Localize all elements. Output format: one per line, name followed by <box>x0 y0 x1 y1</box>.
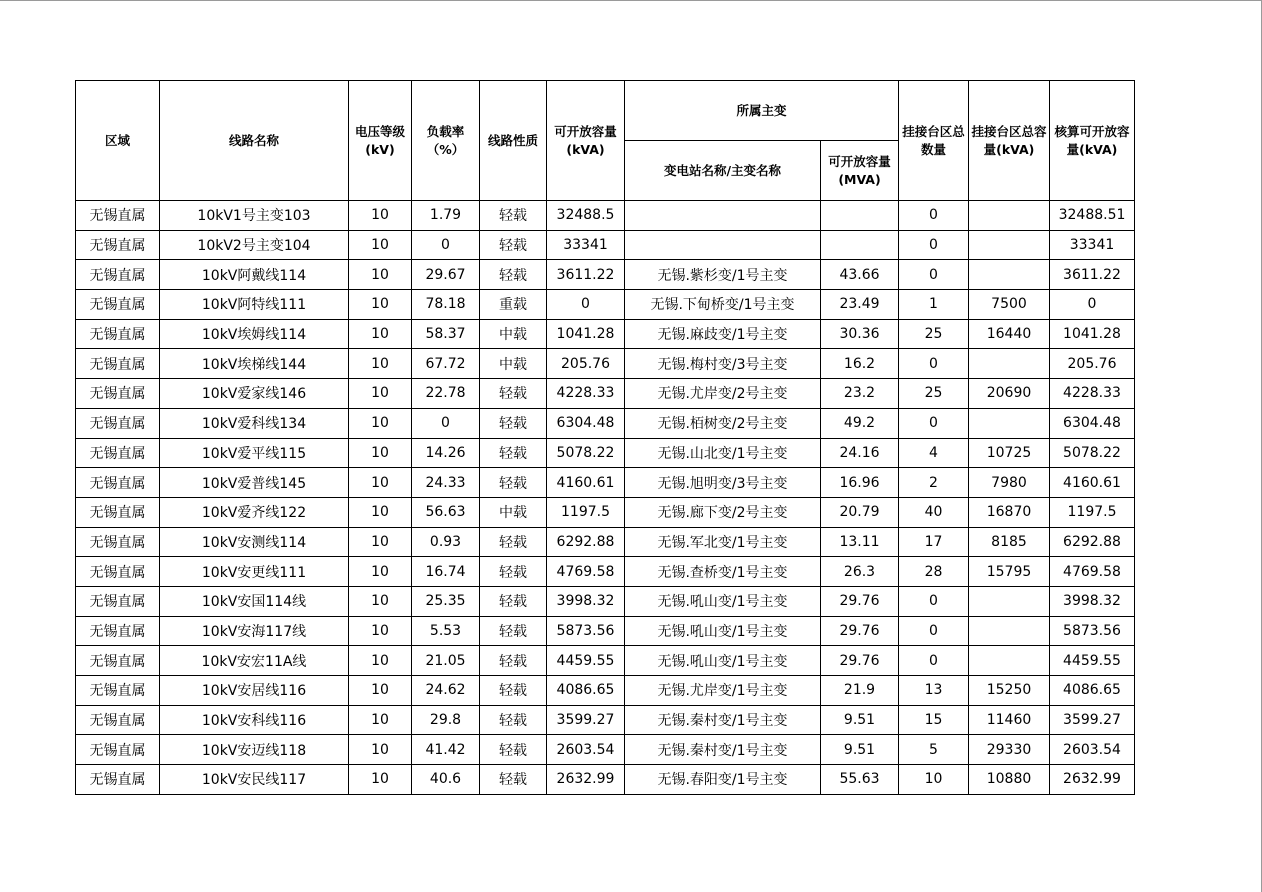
cell-line-nature: 轻载 <box>480 438 547 468</box>
cell-calc-capacity: 205.76 <box>1050 349 1135 379</box>
cell-voltage: 10 <box>349 527 412 557</box>
cell-district-capacity: 29330 <box>969 735 1050 765</box>
cell-region: 无锡直属 <box>76 586 160 616</box>
cell-region: 无锡直属 <box>76 735 160 765</box>
cell-load-rate: 40.6 <box>412 765 480 795</box>
cell-open-capacity: 5078.22 <box>547 438 625 468</box>
cell-line-name: 10kV爱家线146 <box>160 379 349 409</box>
cell-calc-capacity: 3599.27 <box>1050 705 1135 735</box>
cell-district-count: 0 <box>899 201 969 231</box>
header-calc-capacity: 核算可开放容量(kVA) <box>1050 81 1135 201</box>
table-row <box>76 319 1135 349</box>
cell-voltage: 10 <box>349 349 412 379</box>
cell-load-rate: 16.74 <box>412 557 480 587</box>
cell-load-rate: 24.33 <box>412 468 480 498</box>
table-row <box>76 616 1135 646</box>
cell-line-nature: 轻载 <box>480 408 547 438</box>
cell-line-name: 10kV埃姆线114 <box>160 319 349 349</box>
cell-open-capacity: 4086.65 <box>547 676 625 706</box>
cell-line-name: 10kV阿特线111 <box>160 290 349 320</box>
cell-substation: 无锡.下甸桥变/1号主变 <box>625 290 821 320</box>
cell-region: 无锡直属 <box>76 468 160 498</box>
cell-line-name: 10kV安海117线 <box>160 616 349 646</box>
cell-line-name: 10kV爱普线145 <box>160 468 349 498</box>
cell-load-rate: 1.79 <box>412 201 480 231</box>
table-row <box>76 586 1135 616</box>
table-row <box>76 230 1135 260</box>
cell-transformer-capacity: 16.2 <box>821 349 899 379</box>
cell-voltage: 10 <box>349 497 412 527</box>
table-row <box>76 201 1135 231</box>
cell-transformer-capacity: 55.63 <box>821 765 899 795</box>
cell-voltage: 10 <box>349 290 412 320</box>
cell-calc-capacity: 3998.32 <box>1050 586 1135 616</box>
cell-transformer-capacity: 29.76 <box>821 586 899 616</box>
cell-load-rate: 0 <box>412 408 480 438</box>
cell-voltage: 10 <box>349 438 412 468</box>
cell-load-rate: 29.8 <box>412 705 480 735</box>
cell-district-count: 0 <box>899 260 969 290</box>
cell-calc-capacity: 4086.65 <box>1050 676 1135 706</box>
page-top-border <box>0 0 1262 1</box>
cell-line-name: 10kV安更线111 <box>160 557 349 587</box>
cell-line-name: 10kV安民线117 <box>160 765 349 795</box>
cell-calc-capacity: 0 <box>1050 290 1135 320</box>
cell-district-count: 0 <box>899 408 969 438</box>
capacity-table <box>75 80 1135 795</box>
cell-district-capacity: 7980 <box>969 468 1050 498</box>
cell-voltage: 10 <box>349 230 412 260</box>
cell-line-name: 10kV安居线116 <box>160 676 349 706</box>
cell-line-nature: 中载 <box>480 497 547 527</box>
cell-transformer-capacity: 21.9 <box>821 676 899 706</box>
cell-region: 无锡直属 <box>76 260 160 290</box>
cell-region: 无锡直属 <box>76 497 160 527</box>
cell-region: 无锡直属 <box>76 379 160 409</box>
cell-line-name: 10kV安迈线118 <box>160 735 349 765</box>
cell-calc-capacity: 5078.22 <box>1050 438 1135 468</box>
cell-line-nature: 轻载 <box>480 735 547 765</box>
cell-substation: 无锡.山北变/1号主变 <box>625 438 821 468</box>
cell-substation: 无锡.栢树变/2号主变 <box>625 408 821 438</box>
cell-voltage: 10 <box>349 586 412 616</box>
cell-transformer-capacity: 26.3 <box>821 557 899 587</box>
table-row <box>76 646 1135 676</box>
cell-open-capacity: 2632.99 <box>547 765 625 795</box>
cell-load-rate: 0 <box>412 230 480 260</box>
cell-district-capacity: 10725 <box>969 438 1050 468</box>
cell-open-capacity: 33341 <box>547 230 625 260</box>
cell-region: 无锡直属 <box>76 765 160 795</box>
cell-transformer-capacity: 16.96 <box>821 468 899 498</box>
cell-district-count: 28 <box>899 557 969 587</box>
cell-line-nature: 轻载 <box>480 201 547 231</box>
cell-region: 无锡直属 <box>76 319 160 349</box>
cell-district-capacity <box>969 349 1050 379</box>
cell-line-nature: 轻载 <box>480 379 547 409</box>
cell-line-nature: 轻载 <box>480 557 547 587</box>
cell-line-nature: 重载 <box>480 290 547 320</box>
cell-district-count: 4 <box>899 438 969 468</box>
cell-region: 无锡直属 <box>76 557 160 587</box>
cell-district-count: 0 <box>899 349 969 379</box>
cell-district-capacity: 16440 <box>969 319 1050 349</box>
cell-substation: 无锡.秦村变/1号主变 <box>625 735 821 765</box>
cell-load-rate: 25.35 <box>412 586 480 616</box>
cell-transformer-capacity: 23.2 <box>821 379 899 409</box>
cell-load-rate: 67.72 <box>412 349 480 379</box>
cell-region: 无锡直属 <box>76 646 160 676</box>
cell-open-capacity: 1041.28 <box>547 319 625 349</box>
cell-calc-capacity: 2603.54 <box>1050 735 1135 765</box>
cell-calc-capacity: 1041.28 <box>1050 319 1135 349</box>
header-load-rate: 负载率（%） <box>412 81 480 201</box>
cell-open-capacity: 3599.27 <box>547 705 625 735</box>
cell-district-capacity: 10880 <box>969 765 1050 795</box>
cell-line-nature: 轻载 <box>480 527 547 557</box>
cell-load-rate: 21.05 <box>412 646 480 676</box>
cell-district-count: 2 <box>899 468 969 498</box>
cell-calc-capacity: 33341 <box>1050 230 1135 260</box>
cell-district-capacity: 7500 <box>969 290 1050 320</box>
cell-substation: 无锡.尤岸变/1号主变 <box>625 676 821 706</box>
cell-load-rate: 14.26 <box>412 438 480 468</box>
cell-transformer-capacity <box>821 230 899 260</box>
cell-district-capacity: 16870 <box>969 497 1050 527</box>
cell-substation: 无锡.吼山变/1号主变 <box>625 586 821 616</box>
cell-line-name: 10kV2号主变104 <box>160 230 349 260</box>
header-transformer-capacity: 可开放容量(MVA) <box>821 141 899 201</box>
cell-open-capacity: 6304.48 <box>547 408 625 438</box>
table-row <box>76 676 1135 706</box>
cell-district-count: 17 <box>899 527 969 557</box>
header-region: 区域 <box>76 81 160 201</box>
cell-substation: 无锡.麻歧变/1号主变 <box>625 319 821 349</box>
header-main-transformer: 所属主变 <box>625 81 899 141</box>
header-substation-name: 变电站名称/主变名称 <box>625 141 821 201</box>
cell-district-count: 25 <box>899 319 969 349</box>
cell-substation: 无锡.查桥变/1号主变 <box>625 557 821 587</box>
header-line-name: 线路名称 <box>160 81 349 201</box>
table-row <box>76 527 1135 557</box>
table-row <box>76 408 1135 438</box>
cell-voltage: 10 <box>349 676 412 706</box>
cell-calc-capacity: 4160.61 <box>1050 468 1135 498</box>
cell-region: 无锡直属 <box>76 676 160 706</box>
table-body <box>76 201 1135 795</box>
cell-line-nature: 轻载 <box>480 230 547 260</box>
cell-region: 无锡直属 <box>76 616 160 646</box>
cell-line-nature: 轻载 <box>480 616 547 646</box>
cell-load-rate: 24.62 <box>412 676 480 706</box>
cell-load-rate: 5.53 <box>412 616 480 646</box>
cell-district-count: 0 <box>899 616 969 646</box>
cell-substation: 无锡.旭明变/3号主变 <box>625 468 821 498</box>
cell-line-name: 10kV1号主变103 <box>160 201 349 231</box>
header-open-capacity: 可开放容量(kVA) <box>547 81 625 201</box>
cell-line-name: 10kV爱齐线122 <box>160 497 349 527</box>
cell-transformer-capacity: 29.76 <box>821 646 899 676</box>
cell-region: 无锡直属 <box>76 527 160 557</box>
cell-district-capacity: 15250 <box>969 676 1050 706</box>
cell-district-capacity <box>969 230 1050 260</box>
cell-district-capacity <box>969 646 1050 676</box>
cell-district-capacity: 11460 <box>969 705 1050 735</box>
cell-substation: 无锡.吼山变/1号主变 <box>625 646 821 676</box>
cell-substation: 无锡.紫杉变/1号主变 <box>625 260 821 290</box>
cell-district-count: 15 <box>899 705 969 735</box>
cell-open-capacity: 32488.5 <box>547 201 625 231</box>
cell-open-capacity: 3998.32 <box>547 586 625 616</box>
cell-region: 无锡直属 <box>76 201 160 231</box>
header-district-capacity: 挂接台区总容量(kVA) <box>969 81 1050 201</box>
cell-calc-capacity: 2632.99 <box>1050 765 1135 795</box>
cell-district-count: 1 <box>899 290 969 320</box>
cell-calc-capacity: 4228.33 <box>1050 379 1135 409</box>
cell-calc-capacity: 32488.51 <box>1050 201 1135 231</box>
cell-line-nature: 轻载 <box>480 260 547 290</box>
cell-voltage: 10 <box>349 646 412 676</box>
table-row <box>76 557 1135 587</box>
cell-substation: 无锡.秦村变/1号主变 <box>625 705 821 735</box>
header-line-nature: 线路性质 <box>480 81 547 201</box>
cell-line-nature: 中载 <box>480 349 547 379</box>
cell-calc-capacity: 4459.55 <box>1050 646 1135 676</box>
table-row <box>76 765 1135 795</box>
cell-open-capacity: 1197.5 <box>547 497 625 527</box>
cell-region: 无锡直属 <box>76 230 160 260</box>
cell-district-count: 40 <box>899 497 969 527</box>
cell-voltage: 10 <box>349 616 412 646</box>
cell-transformer-capacity: 20.79 <box>821 497 899 527</box>
cell-district-capacity <box>969 260 1050 290</box>
table-row <box>76 705 1135 735</box>
header-district-count: 挂接台区总数量 <box>899 81 969 201</box>
cell-substation: 无锡.军北变/1号主变 <box>625 527 821 557</box>
cell-transformer-capacity: 43.66 <box>821 260 899 290</box>
cell-voltage: 10 <box>349 705 412 735</box>
header-voltage: 电压等级(kV) <box>349 81 412 201</box>
table-row <box>76 260 1135 290</box>
table-row <box>76 349 1135 379</box>
cell-line-nature: 轻载 <box>480 468 547 498</box>
cell-load-rate: 56.63 <box>412 497 480 527</box>
table-row <box>76 290 1135 320</box>
cell-voltage: 10 <box>349 408 412 438</box>
cell-transformer-capacity: 29.76 <box>821 616 899 646</box>
table-header <box>76 81 1135 201</box>
cell-line-nature: 轻载 <box>480 646 547 676</box>
cell-voltage: 10 <box>349 319 412 349</box>
cell-voltage: 10 <box>349 765 412 795</box>
cell-line-name: 10kV爱平线115 <box>160 438 349 468</box>
cell-transformer-capacity: 49.2 <box>821 408 899 438</box>
cell-line-nature: 轻载 <box>480 705 547 735</box>
cell-district-count: 25 <box>899 379 969 409</box>
cell-region: 无锡直属 <box>76 438 160 468</box>
table-row <box>76 379 1135 409</box>
cell-calc-capacity: 6304.48 <box>1050 408 1135 438</box>
cell-line-name: 10kV埃梯线144 <box>160 349 349 379</box>
cell-district-count: 0 <box>899 230 969 260</box>
cell-calc-capacity: 4769.58 <box>1050 557 1135 587</box>
table-row <box>76 735 1135 765</box>
cell-line-name: 10kV安国114线 <box>160 586 349 616</box>
cell-transformer-capacity: 9.51 <box>821 735 899 765</box>
cell-transformer-capacity: 30.36 <box>821 319 899 349</box>
cell-load-rate: 22.78 <box>412 379 480 409</box>
cell-region: 无锡直属 <box>76 290 160 320</box>
cell-line-name: 10kV爱科线134 <box>160 408 349 438</box>
cell-open-capacity: 4769.58 <box>547 557 625 587</box>
cell-line-name: 10kV安科线116 <box>160 705 349 735</box>
table-row <box>76 438 1135 468</box>
cell-open-capacity: 4459.55 <box>547 646 625 676</box>
cell-substation <box>625 230 821 260</box>
cell-transformer-capacity: 13.11 <box>821 527 899 557</box>
cell-open-capacity: 205.76 <box>547 349 625 379</box>
cell-district-capacity <box>969 408 1050 438</box>
cell-district-capacity <box>969 616 1050 646</box>
cell-transformer-capacity: 9.51 <box>821 705 899 735</box>
cell-voltage: 10 <box>349 735 412 765</box>
cell-voltage: 10 <box>349 557 412 587</box>
cell-district-count: 13 <box>899 676 969 706</box>
cell-line-nature: 轻载 <box>480 765 547 795</box>
cell-line-nature: 轻载 <box>480 586 547 616</box>
cell-district-count: 10 <box>899 765 969 795</box>
cell-district-capacity <box>969 586 1050 616</box>
cell-voltage: 10 <box>349 201 412 231</box>
cell-calc-capacity: 1197.5 <box>1050 497 1135 527</box>
cell-district-capacity: 8185 <box>969 527 1050 557</box>
table-row <box>76 468 1135 498</box>
cell-district-capacity <box>969 201 1050 231</box>
cell-district-count: 0 <box>899 646 969 676</box>
cell-open-capacity: 4160.61 <box>547 468 625 498</box>
cell-line-name: 10kV安宏11A线 <box>160 646 349 676</box>
cell-substation: 无锡.吼山变/1号主变 <box>625 616 821 646</box>
cell-substation: 无锡.廊下变/2号主变 <box>625 497 821 527</box>
cell-open-capacity: 4228.33 <box>547 379 625 409</box>
table-row <box>76 497 1135 527</box>
cell-district-capacity: 20690 <box>969 379 1050 409</box>
cell-region: 无锡直属 <box>76 349 160 379</box>
cell-calc-capacity: 5873.56 <box>1050 616 1135 646</box>
cell-open-capacity: 3611.22 <box>547 260 625 290</box>
cell-voltage: 10 <box>349 260 412 290</box>
cell-open-capacity: 0 <box>547 290 625 320</box>
cell-calc-capacity: 3611.22 <box>1050 260 1135 290</box>
cell-load-rate: 0.93 <box>412 527 480 557</box>
cell-load-rate: 41.42 <box>412 735 480 765</box>
cell-district-count: 5 <box>899 735 969 765</box>
cell-region: 无锡直属 <box>76 408 160 438</box>
cell-line-nature: 轻载 <box>480 676 547 706</box>
cell-open-capacity: 6292.88 <box>547 527 625 557</box>
cell-line-name: 10kV阿戴线114 <box>160 260 349 290</box>
cell-region: 无锡直属 <box>76 705 160 735</box>
cell-district-count: 0 <box>899 586 969 616</box>
cell-substation <box>625 201 821 231</box>
cell-load-rate: 29.67 <box>412 260 480 290</box>
cell-line-nature: 中载 <box>480 319 547 349</box>
cell-line-name: 10kV安测线114 <box>160 527 349 557</box>
cell-transformer-capacity <box>821 201 899 231</box>
cell-substation: 无锡.春阳变/1号主变 <box>625 765 821 795</box>
cell-substation: 无锡.尤岸变/2号主变 <box>625 379 821 409</box>
cell-transformer-capacity: 24.16 <box>821 438 899 468</box>
cell-voltage: 10 <box>349 379 412 409</box>
cell-load-rate: 78.18 <box>412 290 480 320</box>
cell-district-capacity: 15795 <box>969 557 1050 587</box>
cell-transformer-capacity: 23.49 <box>821 290 899 320</box>
cell-calc-capacity: 6292.88 <box>1050 527 1135 557</box>
cell-open-capacity: 2603.54 <box>547 735 625 765</box>
cell-voltage: 10 <box>349 468 412 498</box>
cell-load-rate: 58.37 <box>412 319 480 349</box>
cell-substation: 无锡.梅村变/3号主变 <box>625 349 821 379</box>
cell-open-capacity: 5873.56 <box>547 616 625 646</box>
